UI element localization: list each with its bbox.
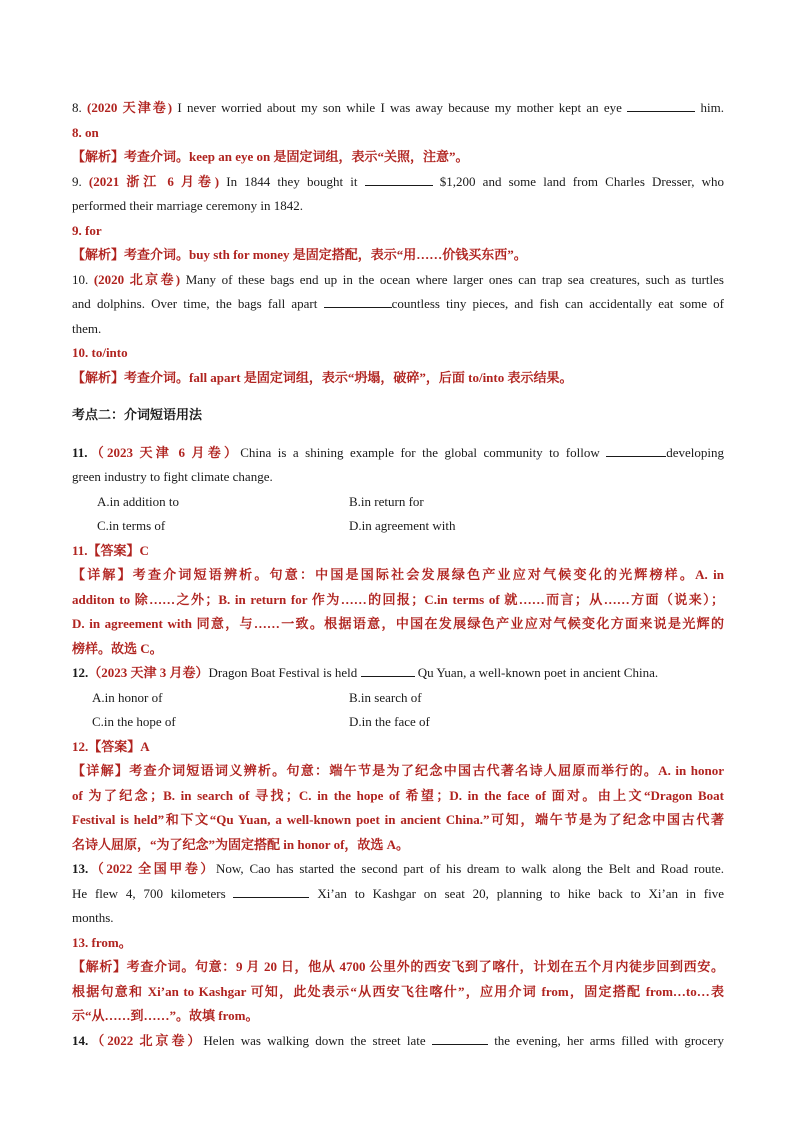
analysis-12-line: 【详解】考查介词短语词义辨析。句意：端午节是为了纪念中国古代著名诗人屈原而举行的。A. in honor: [72, 763, 724, 778]
question-13: 13.（2022 全国甲卷）Now, Cao has started the second part of his dream to walk along the Belt and Road route.: [72, 861, 724, 876]
question-13-cont: He flew 4, 700 kilometers Xi’an to Kashgar on seat 20, planning to hike back to Xi’an in five: [72, 882, 724, 907]
analysis-12-line: of 为了纪念；B. in search of 寻找；C. in the hope of 希望；D. in the face of 面对。由上文“Dragon Boat: [72, 787, 724, 803]
question-source: (2021 浙江 6 月卷): [88, 173, 220, 189]
question-10-end: them.: [72, 320, 102, 336]
analysis-8: 【解析】考查介词。keep an eye on 是固定词组，表示“关照，注意”。: [72, 149, 469, 164]
option-d: D.in agreement with: [349, 518, 456, 533]
question-11-cont: green industry to fight climate change.: [72, 469, 273, 484]
analysis-11-line: 榜样。故选 C。: [72, 640, 163, 656]
question-14: 14.（2022 北京卷）Helen was walking down the street late the evening, her arms filled with grocery: [72, 1029, 724, 1054]
answer-10: 10. to/into: [72, 345, 128, 360]
option-d: D.in the face of: [349, 714, 430, 729]
question-10-cont: and dolphins. Over time, the bags fall apart countless tiny pieces, and fish can accidentally eat some of: [72, 292, 724, 317]
section-heading: 考点二：介词短语用法: [72, 407, 203, 422]
answer-13: 13. from。: [72, 934, 132, 950]
option-b: B.in return for: [349, 493, 424, 509]
question-11: 11.（2023 天津 6 月卷）China is a shining example for the global community to follow developing: [72, 441, 724, 466]
option-a: A.in addition to: [97, 493, 179, 509]
answer-11: 11.【答案】C: [72, 542, 149, 558]
analysis-12-line: Festival is held”和下文“Qu Yuan, a well-known poet in ancient China.”可知，端午节是为了纪念中国古代著: [72, 812, 724, 827]
question-8: 8. (2020 天津卷) I never worried about my son while I was away because my mother kept an eye him.: [72, 96, 724, 121]
question-source: （2022 全国甲卷）: [88, 861, 216, 876]
options-row: [72, 490, 724, 515]
answer-12: 12.【答案】A: [72, 738, 150, 754]
question-13-end: months.: [72, 910, 114, 925]
answer-blank: [432, 1030, 488, 1045]
analysis-10: 【解析】考查介词。fall apart 是固定词组，表示“坍塌，破碎”，后面 to/into 表示结果。: [72, 369, 573, 385]
options-row: [72, 710, 724, 735]
question-9-cont: performed their marriage ceremony in 1842.: [72, 198, 304, 213]
option-c: C.in the hope of: [92, 714, 176, 729]
question-10: 10. (2020 北京卷) Many of these bags end up in the ocean where larger ones can trap sea creatures, such as turtles: [72, 271, 724, 287]
answer-blank: [361, 662, 415, 677]
question-9: 9. (2021 浙江 6 月卷) In 1844 they bought it $1,200 and some land from Charles Dresser, who: [72, 170, 724, 195]
answer-blank: [606, 442, 666, 457]
analysis-11-line: D. in agreement with 同意，与……一致。根据语意，中国在发展绿色产业应对气候变化方面来说是光辉的: [72, 616, 724, 631]
analysis-9: 【解析】考查介词。buy sth for money 是固定搭配，表示“用……价钱买东西”。: [72, 247, 527, 262]
answer-blank: [324, 293, 392, 308]
options-row: [72, 686, 724, 711]
answer-blank: [365, 171, 433, 186]
answer-9: 9. for: [72, 222, 102, 238]
analysis-11-line: 【详解】考查介词短语辨析。句意：中国是国际社会发展绿色产业应对气候变化的光辉榜样。A. in: [72, 567, 724, 582]
option-a: A.in honor of: [92, 689, 163, 705]
answer-blank: [627, 97, 695, 112]
analysis-12-line: 名诗人屈原，“为了纪念”为固定搭配 in honor of，故选 A。: [72, 836, 410, 852]
question-source: (2020 天津卷): [87, 100, 173, 115]
answer-blank: [233, 883, 309, 898]
analysis-13-line: 【解析】考查介词。句意：9 月 20 日，他从 4700 公里外的西安飞到了喀什，计划在五个月内徒步回到西安。: [72, 959, 724, 974]
answer-8: 8. on: [72, 124, 99, 140]
option-c: C.in terms of: [97, 518, 166, 533]
document-page: [72, 96, 724, 1053]
question-source: （2023 天津 3 月卷）: [88, 665, 209, 680]
question-source: （2022 北京卷）: [88, 1032, 204, 1048]
question-source: （2023 天津 6 月卷）: [87, 444, 241, 460]
question-source: (2020 北京卷): [93, 271, 181, 287]
options-row: [72, 514, 724, 539]
question-12: 12.（2023 天津 3 月卷）Dragon Boat Festival is held Qu Yuan, a well-known poet in ancient China.: [72, 661, 724, 686]
analysis-11-line: additon to 除……之外；B. in return for 作为……的回报；C.in terms of 就……而言；从……方面（说来）；: [72, 591, 724, 607]
analysis-13-line: 根据句意和 Xi’an to Kashgar 可知，此处表示“从西安飞往喀什”，应用介词 from，固定搭配 from…to…表: [72, 983, 724, 999]
analysis-13-line: 示“从……到……”。故填 from。: [72, 1008, 259, 1023]
option-b: B.in search of: [349, 689, 422, 705]
